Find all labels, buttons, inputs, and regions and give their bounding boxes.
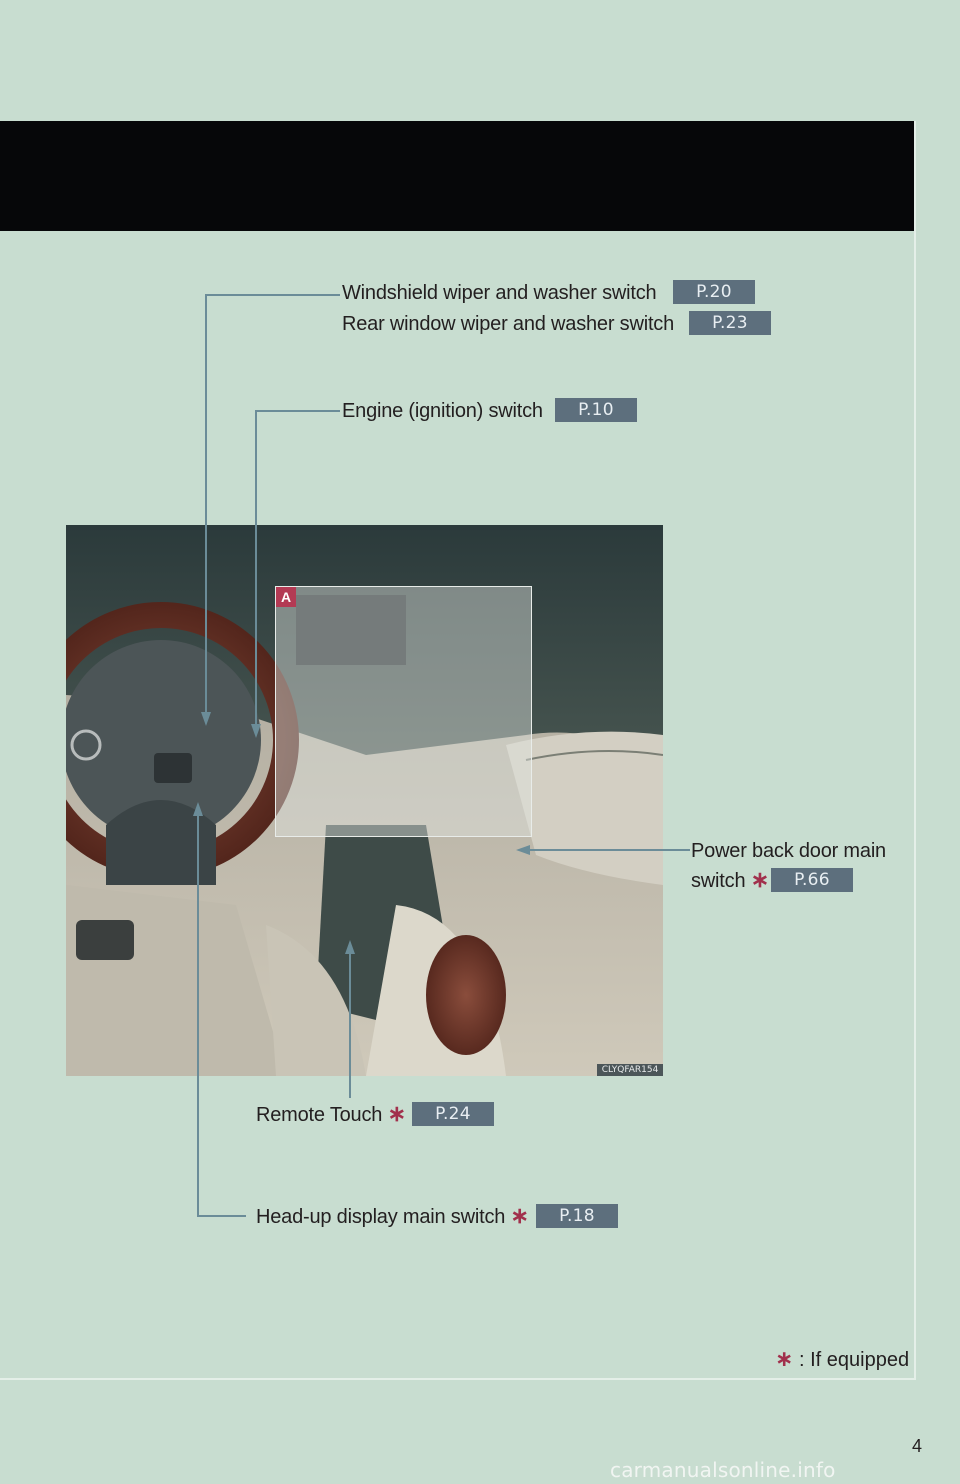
remote-touch-label-line xyxy=(256,1102,406,1127)
if-equipped-marker: ∗ xyxy=(387,1101,406,1126)
wiper-switch-label: Windshield wiper and washer switch xyxy=(342,282,657,304)
hud-switch-label-line xyxy=(256,1204,529,1229)
if-equipped-marker: ∗ xyxy=(510,1203,529,1228)
engine-switch-label: Engine (ignition) switch xyxy=(342,400,543,422)
hud-switch-page-ref[interactable]: P.18 xyxy=(536,1204,618,1228)
if-equipped-marker: ∗ xyxy=(775,1346,794,1371)
engine-switch-page-ref[interactable]: P.10 xyxy=(555,398,637,422)
rear-wiper-switch-page-ref[interactable]: P.23 xyxy=(689,311,771,335)
if-equipped-marker: ∗ xyxy=(750,867,769,892)
footnote xyxy=(775,1347,909,1372)
photo-code: CLYQFAR154 xyxy=(597,1064,663,1076)
wiper-switch-page-ref[interactable]: P.20 xyxy=(673,280,755,304)
watermark: carmanualsonline.info xyxy=(610,1458,836,1482)
rear-wiper-switch-label: Rear window wiper and washer switch xyxy=(342,313,675,335)
inset-tag-a: A xyxy=(276,587,296,607)
power-back-door-label-line2 xyxy=(691,868,769,893)
power-back-door-page-ref[interactable]: P.66 xyxy=(771,868,853,892)
hud-switch-label: Head-up display main switch xyxy=(256,1206,506,1228)
power-back-door-label-switch: switch xyxy=(691,870,746,892)
remote-touch-page-ref[interactable]: P.24 xyxy=(412,1102,494,1126)
page-number: 4 xyxy=(912,1436,923,1456)
remote-touch-label: Remote Touch xyxy=(256,1104,383,1126)
footnote-text: : If equipped xyxy=(799,1349,910,1371)
power-back-door-label: Power back door main xyxy=(691,840,886,862)
